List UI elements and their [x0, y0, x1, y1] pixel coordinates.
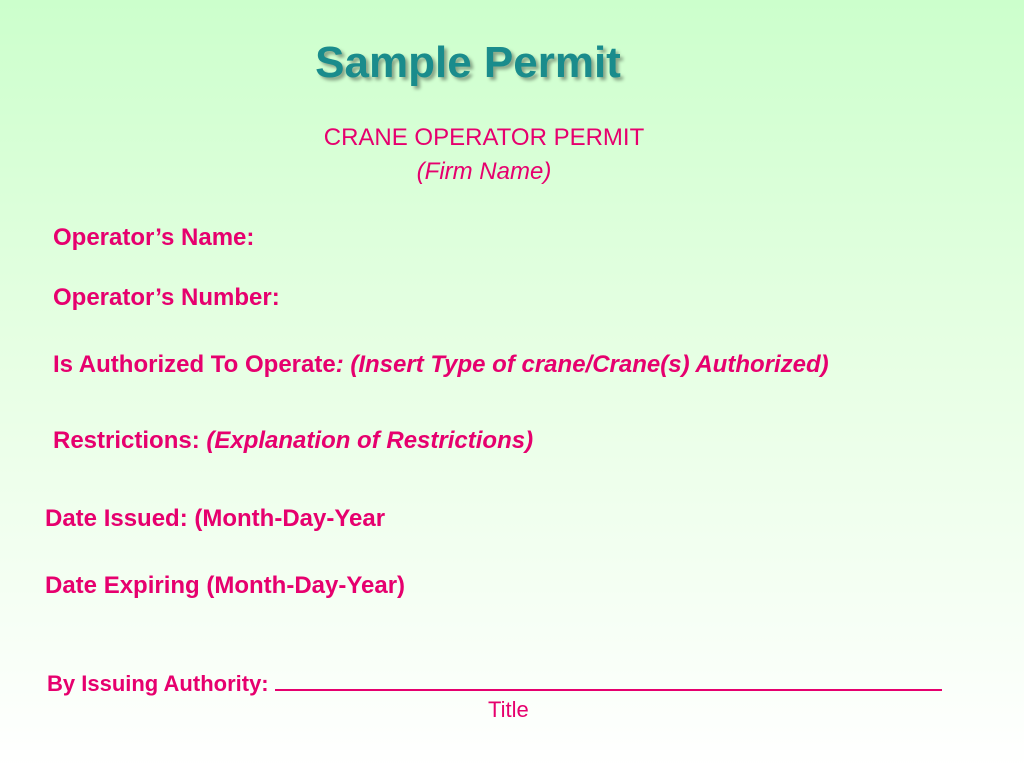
operator-number-field: Operator’s Number: [53, 284, 280, 311]
date-expiring-field: Date Expiring (Month-Day-Year) [45, 572, 406, 599]
operator-name-field: Operator’s Name: [53, 224, 255, 251]
firm-name: (Firm Name) [416, 158, 552, 185]
issuing-authority-label: By Issuing Authority: [47, 671, 269, 696]
date-issued-field: Date Issued: (Month-Day-Year [45, 505, 386, 532]
permit-heading: CRANE OPERATOR PERMIT [323, 124, 645, 151]
restrictions-value: (Explanation of Restrictions) [206, 427, 534, 454]
slide-title: Sample Permit [315, 38, 621, 87]
restrictions-field [53, 427, 533, 455]
signature-line [275, 667, 942, 691]
signature-title-caption: Title [488, 697, 529, 722]
restrictions-label: Restrictions: [53, 427, 207, 454]
issuing-authority [47, 667, 942, 697]
authorized-field [53, 351, 829, 379]
authorized-label: Is Authorized To Operate [53, 351, 336, 378]
authorized-value: : (Insert Type of crane/Crane(s) Authorized) [335, 351, 829, 378]
